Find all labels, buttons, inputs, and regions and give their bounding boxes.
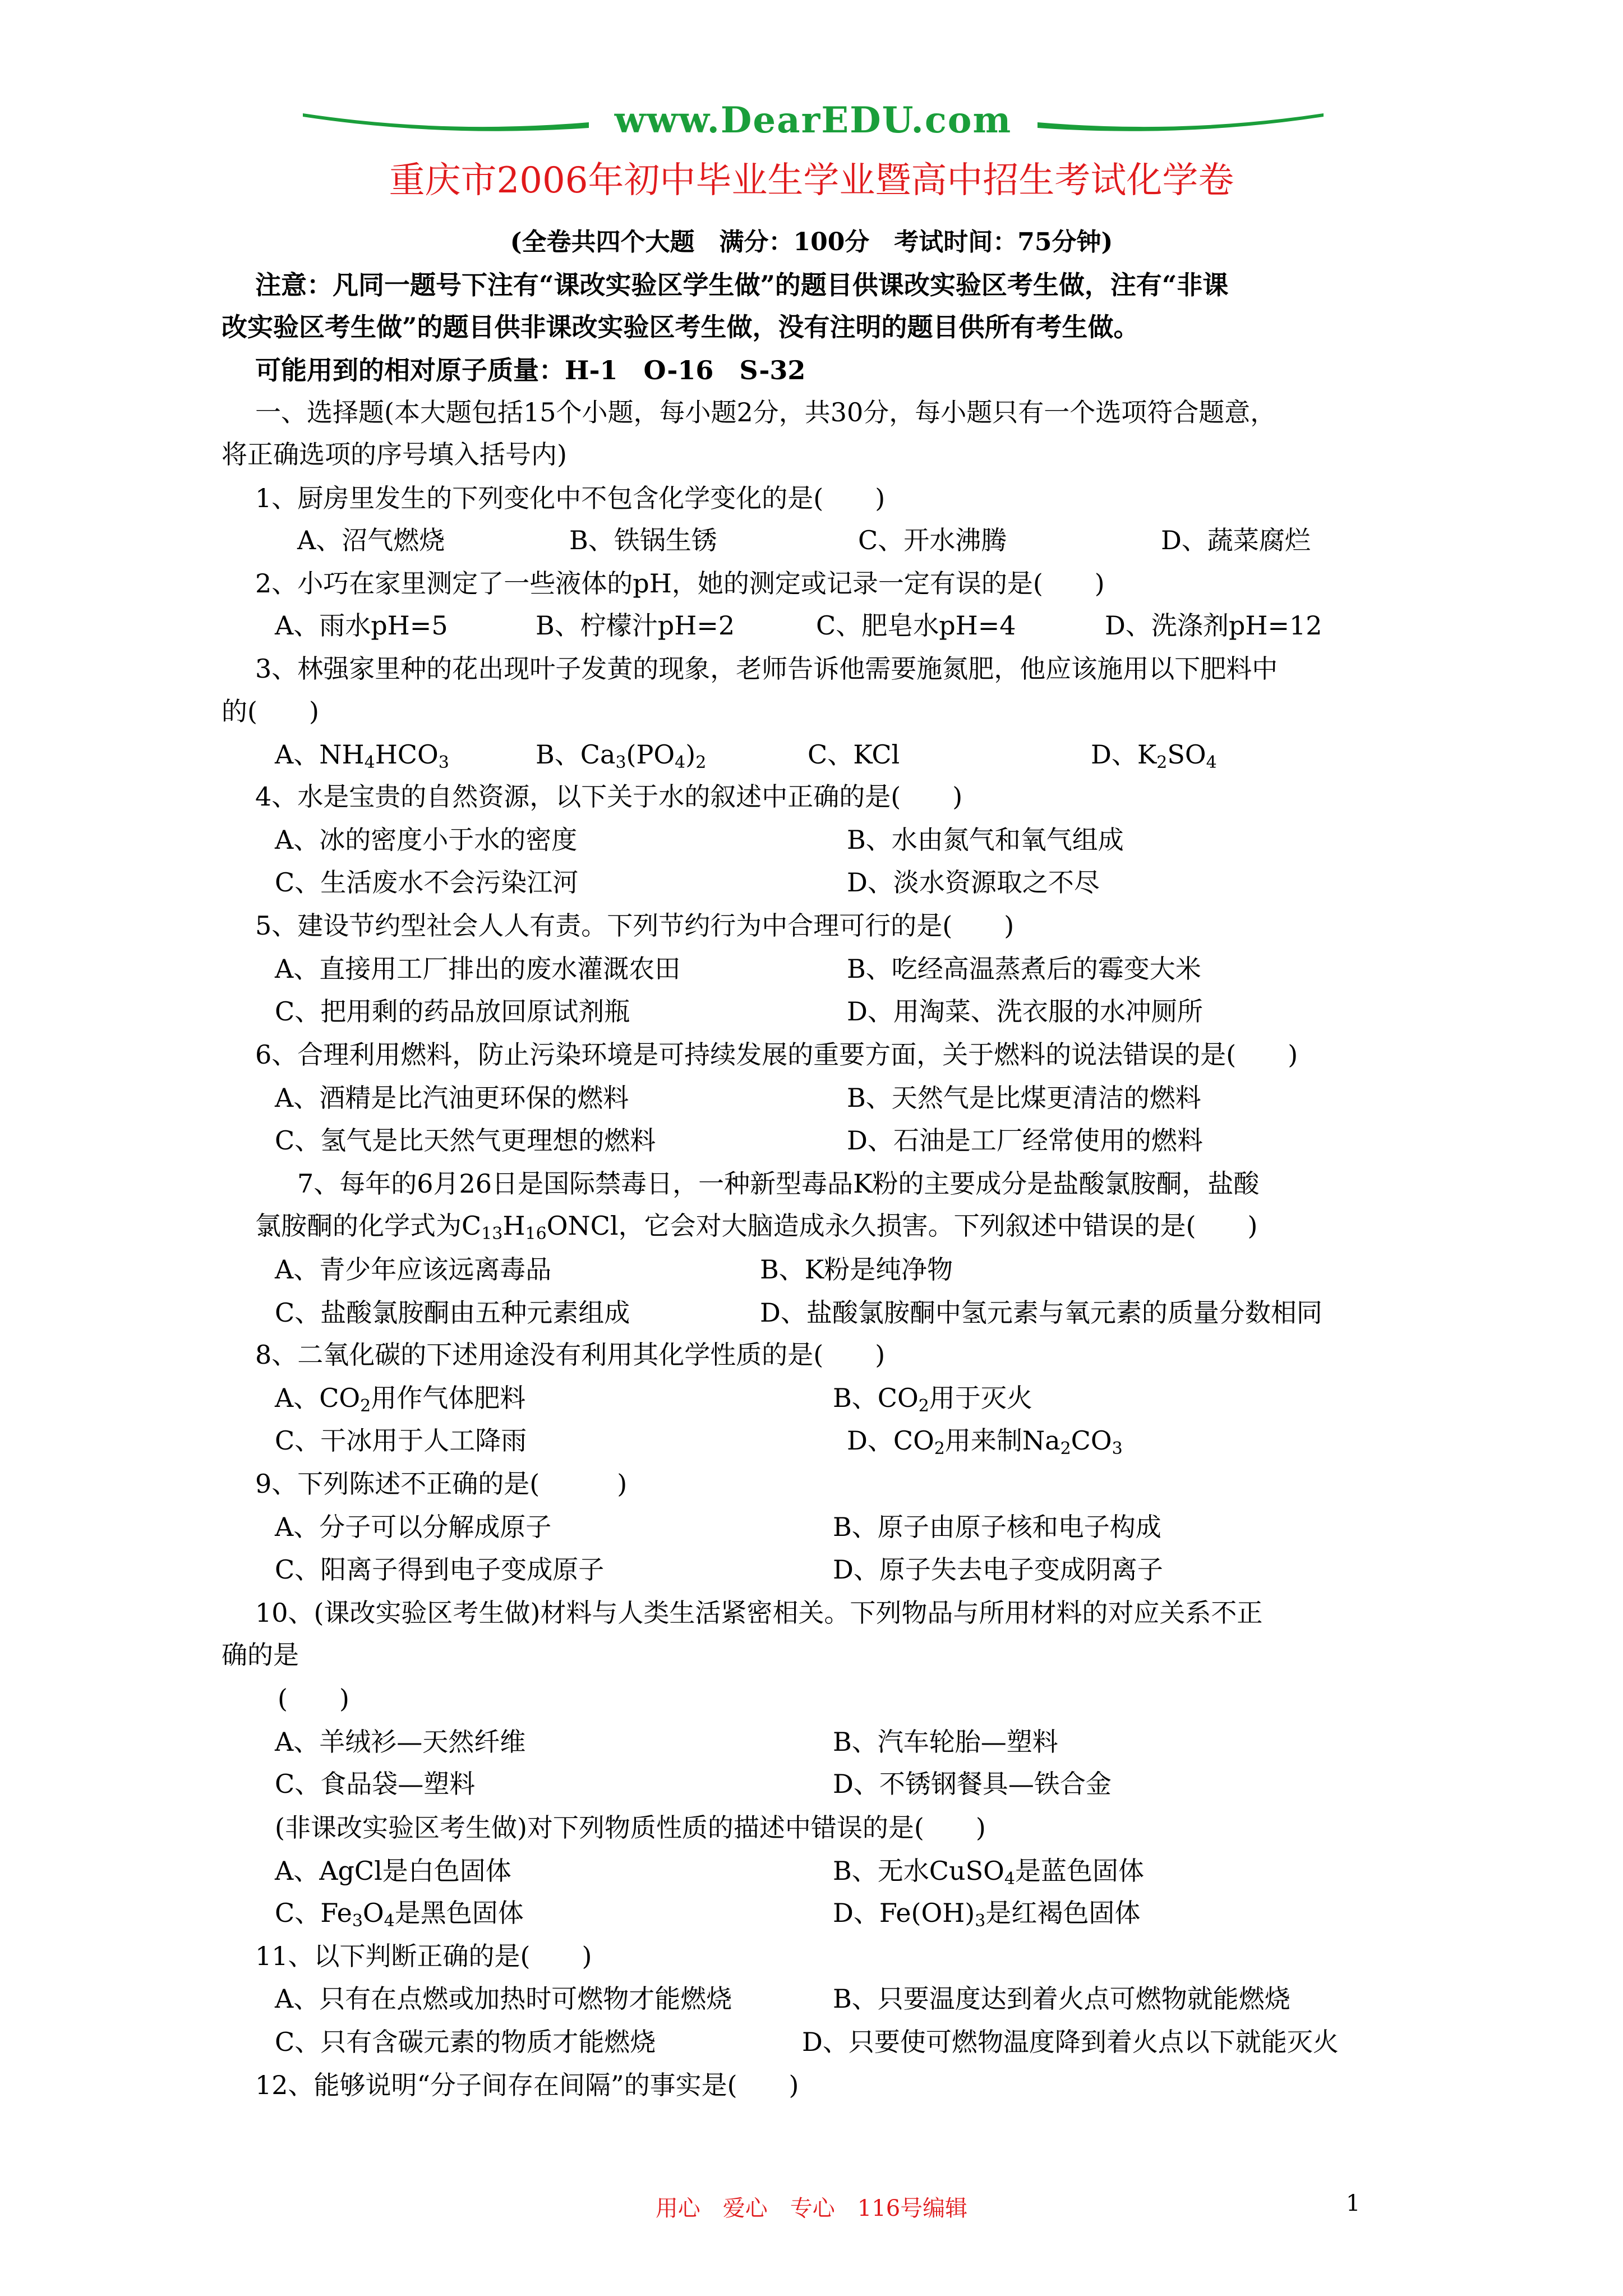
page-number: 1 (1346, 2191, 1361, 2216)
q10-stem-line-1: 10、(课改实验区考生做)材料与人类生活紧密相关。下列物品与所用材料的对应关系不正 (255, 1598, 1263, 1628)
q4-option-a: A、冰的密度小于水的密度 (275, 825, 578, 855)
q1-option-d: D、蔬菜腐烂 (1161, 525, 1311, 555)
q2-option-d: D、洗涤剂pH=12 (1105, 610, 1322, 641)
q4-option-d: D、淡水资源取之不尽 (847, 867, 1100, 898)
q10-option-a: A、羊绒衫—天然纤维 (275, 1727, 526, 1757)
q6-option-b: B、天然气是比煤更清洁的燃料 (847, 1083, 1201, 1113)
q10-option-d: D、不锈钢餐具—铁合金 (833, 1769, 1112, 1799)
q9-option-c: C、阳离子得到电子变成原子 (275, 1554, 605, 1585)
q7-stem-line-1: 7、每年的6月26日是国际禁毒日，一种新型毒品K粉的主要成分是盐酸氯胺酮，盐酸 (297, 1168, 1260, 1199)
section-1-instructions: 将正确选项的序号填入括号内) (222, 439, 567, 470)
q10-option-b: B、汽车轮胎—塑料 (833, 1727, 1058, 1757)
q11-option-d: D、只要使可燃物温度降到着火点以下就能灭火 (802, 2027, 1339, 2057)
q3-option-c: C、KCl (808, 739, 900, 770)
q2-stem: 2、小巧在家里测定了一些液体的pH，她的测定或记录一定有误的是( ) (255, 568, 1105, 599)
q3-stem-line-2: 的( ) (222, 696, 319, 726)
q6-option-d: D、石油是工厂经常使用的燃料 (847, 1125, 1203, 1156)
q1-option-c: C、开水沸腾 (858, 525, 1007, 555)
q10-alt-option-b: B、无水CuSO$_4$是蓝色固体 (833, 1856, 1144, 1889)
q3-option-d: D、$K_2SO_4$ (1091, 739, 1217, 772)
q11-stem: 11、以下判断正确的是( ) (255, 1941, 592, 1971)
q8-option-a: A、$CO_2$用作气体肥料 (275, 1383, 526, 1416)
q6-stem: 6、合理利用燃料，防止污染环境是可持续发展的重要方面，关于燃料的说法错误的是( ) (255, 1039, 1298, 1070)
q9-option-a: A、分子可以分解成原子 (275, 1512, 552, 1542)
q10-alt-stem: (非课改实验区考生做)对下列物质性质的描述中错误的是( ) (275, 1812, 986, 1843)
right-swoosh-decoration (1038, 111, 1324, 132)
q4-stem: 4、水是宝贵的自然资源，以下关于水的叙述中正确的是( ) (255, 781, 963, 812)
q3-option-b: B、$Ca_3(PO_4)_2$ (536, 739, 707, 772)
exam-info: (全卷共四个大题 满分：100分 考试时间：75分钟) (510, 228, 1113, 256)
notice-line-1: 注意：凡同一题号下注有“课改实验区学生做”的题目供课改实验区考生做，注有“非课 (255, 270, 1229, 300)
q5-option-a: A、直接用工厂排出的废水灌溉农田 (275, 954, 681, 984)
q1-option-b: B、铁锅生锈 (569, 525, 717, 555)
q10-stem-line-2: 确的是 (222, 1640, 299, 1670)
atomic-masses: 可能用到的相对原子质量：H-1 O-16 S-32 (255, 355, 806, 385)
q9-option-b: B、原子由原子核和电子构成 (833, 1512, 1161, 1542)
q7-stem-line-2: 氯胺酮的化学式为$C_{13}H_{16}ONCl$，它会对大脑造成永久损害。下列叙述中错误的是( ) (255, 1211, 1258, 1244)
q4-option-c: C、生活废水不会污染江河 (275, 867, 579, 898)
q7-option-a: A、青少年应该远离毒品 (275, 1254, 552, 1285)
q5-stem: 5、建设节约型社会人人有责。下列节约行为中合理可行的是( ) (255, 910, 1015, 941)
q6-option-c: C、氢气是比天然气更理想的燃料 (275, 1125, 656, 1156)
site-logo-text: www.DearEDU.com (614, 99, 1012, 141)
q5-option-b: B、吃经高温蒸煮后的霉变大米 (847, 954, 1201, 984)
q8-option-d: D、$CO_2$用来制$Na_2CO_3$ (847, 1425, 1123, 1458)
q2-option-b: B、柠檬汁pH=2 (536, 610, 735, 641)
q2-option-c: C、肥皂水pH=4 (816, 610, 1016, 641)
q11-option-b: B、只要温度达到着火点可燃物就能燃烧 (833, 1984, 1290, 2014)
q1-stem: 1、厨房里发生的下列变化中不包含化学变化的是( ) (255, 483, 886, 513)
q10-alt-option-c: C、$Fe_3O_4$是黑色固体 (275, 1898, 524, 1931)
section-1-heading: 一、选择题(本大题包括15个小题，每小题2分，共30分，每小题只有一个选项符合题意， (255, 397, 1276, 427)
q10-answer-bracket: ( ) (278, 1683, 349, 1714)
q1-option-a: A、沼气燃烧 (297, 525, 445, 555)
q10-alt-option-a: A、AgCl是白色固体 (275, 1856, 511, 1886)
q7-option-c: C、盐酸氯胺酮由五种元素组成 (275, 1297, 630, 1328)
q8-option-b: B、$CO_2$用于灭火 (833, 1383, 1032, 1416)
q12-stem: 12、能够说明“分子间存在间隔”的事实是( ) (255, 2070, 799, 2100)
q9-option-d: D、原子失去电子变成阴离子 (833, 1554, 1163, 1585)
q5-option-c: C、把用剩的药品放回原试剂瓶 (275, 996, 630, 1027)
q8-stem: 8、二氧化碳的下述用途没有利用其化学性质的是( ) (255, 1340, 886, 1370)
q9-stem: 9、下列陈述不正确的是( ) (255, 1469, 628, 1499)
site-banner (303, 95, 1324, 146)
page-footer: 用心 爱心 专心 116号编辑 (655, 2196, 968, 2221)
q4-option-b: B、水由氮气和氧气组成 (847, 825, 1124, 855)
q7-option-b: B、K粉是纯净物 (760, 1254, 953, 1285)
q8-option-c: C、干冰用于人工降雨 (275, 1425, 527, 1456)
q3-option-a: A、$NH_4HCO_3$ (275, 739, 449, 772)
q11-option-a: A、只有在点燃或加热时可燃物才能燃烧 (275, 1984, 732, 2014)
q10-option-c: C、食品袋—塑料 (275, 1769, 476, 1799)
q3-stem-line-1: 3、林强家里种的花出现叶子发黄的现象，老师告诉他需要施氮肥，他应该施用以下肥料中 (255, 654, 1278, 684)
notice-line-2: 改实验区考生做”的题目供非课改实验区考生做，没有注明的题目供所有考生做。 (222, 312, 1140, 342)
q10-alt-option-d: D、$Fe(OH)_3$是红褐色固体 (833, 1898, 1141, 1931)
page-title: 重庆市2006年初中毕业生学业暨高中招生考试化学卷 (389, 160, 1234, 201)
q6-option-a: A、酒精是比汽油更环保的燃料 (275, 1083, 629, 1113)
q11-option-c: C、只有含碳元素的物质才能燃烧 (275, 2027, 656, 2057)
q2-option-a: A、雨水pH=5 (275, 610, 448, 641)
q7-option-d: D、盐酸氯胺酮中氢元素与氧元素的质量分数相同 (760, 1297, 1322, 1328)
q5-option-d: D、用淘菜、洗衣服的水冲厕所 (847, 996, 1203, 1027)
